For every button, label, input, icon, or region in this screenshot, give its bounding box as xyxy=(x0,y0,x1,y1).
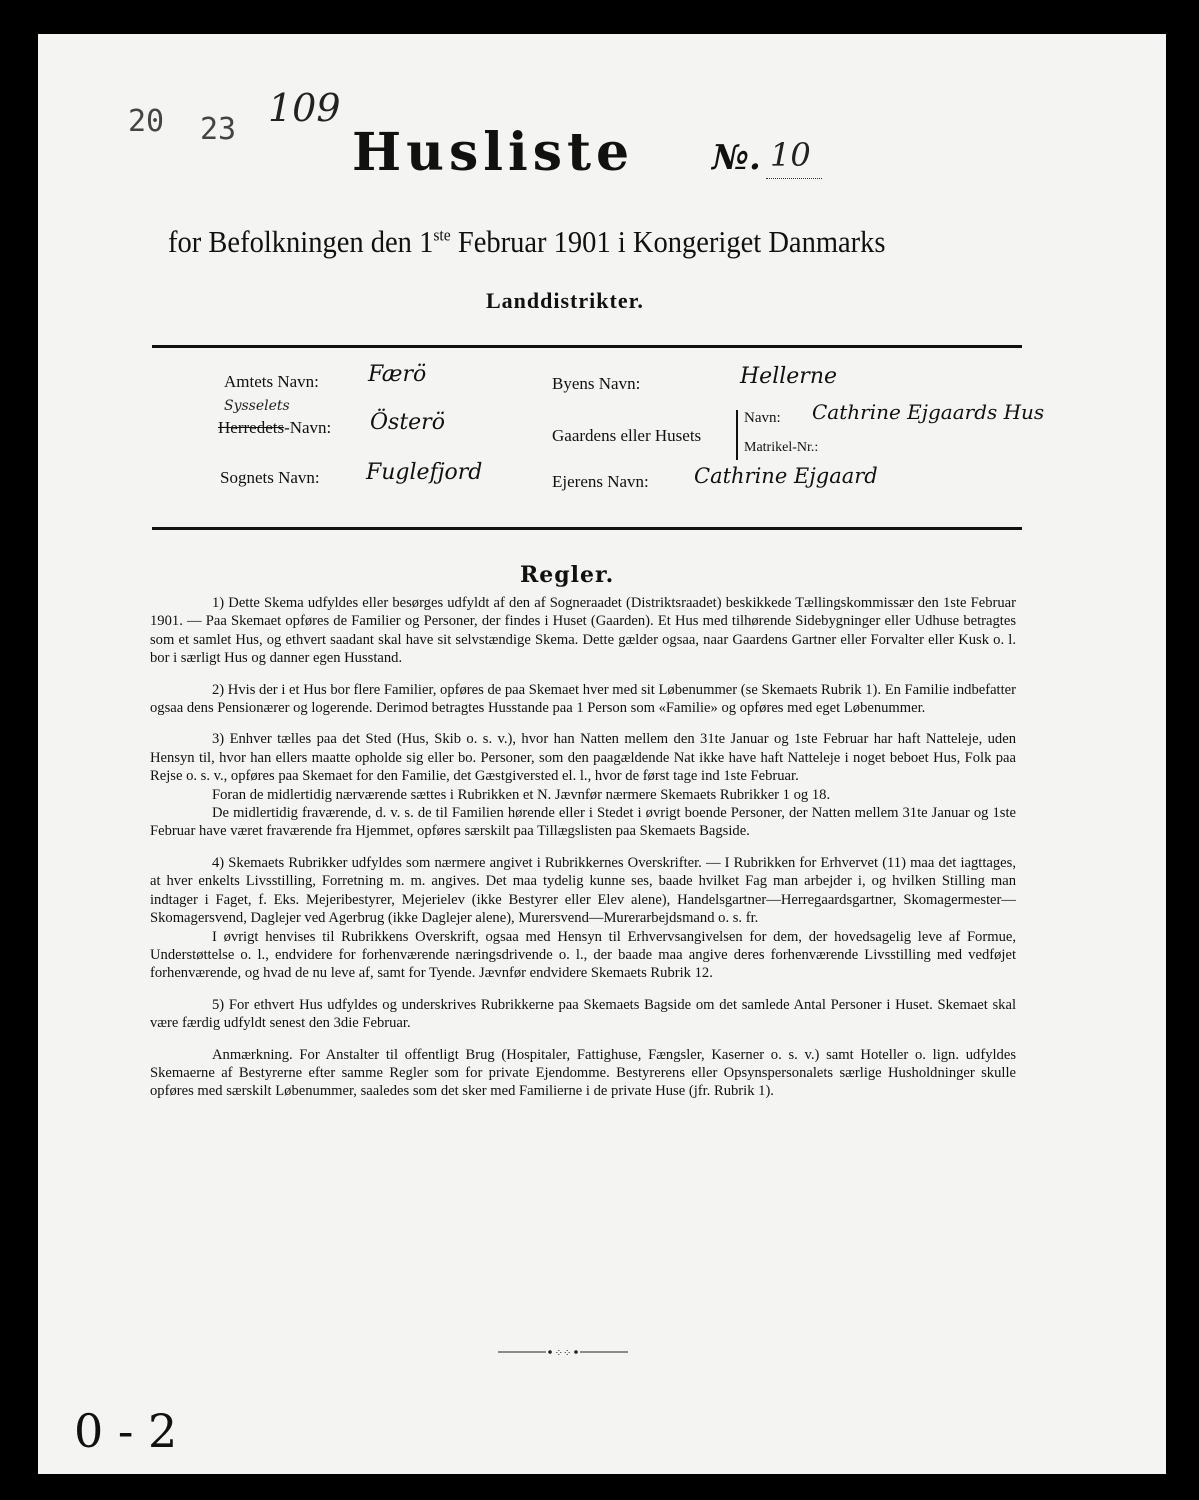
rules-heading: Regler. xyxy=(520,562,615,588)
rule-1: 1) Dette Skema udfyldes eller besørges udfyldt af den af Sogneraadet (Distriktsraadet) beskikkede Tællingskommissær den 1ste Februar 1901. — Paa Skemaet opføres de Familier og Personer, der findes i Huset (Gaarden). Et Hus med tilhørende Sidebygninger eller Udhuse betragtes som et samlet Hus, og ethvert saadant skal have sit selvstændige Skema. Dette gælder ogsaa, naar Gaardens Gartner eller Forvalter eller Kusk o. l. bor i særligt Hus og danner egen Husstand. xyxy=(150,595,1016,667)
stamp-number-middle: 23 xyxy=(200,112,237,147)
top-divider xyxy=(152,345,1022,348)
rule-3-note-present: Foran de midlertidig nærværende sættes i Rubrikken et N. Jævnfør nærmere Skemaets Rubrikker 1 og 18. xyxy=(212,786,831,803)
rule-annotation: Anmærkning. For Anstalter til offentligt Brug (Hospitaler, Fattighuse, Fængsler, Kaserner o. s. v.) samt Hoteller o. lign. udfyldes Skemaerne af Bestyrerne efter samme Regler som for private Ejendomme. Bestyrerens eller Opsynspersonalets særlige Husholdninger skulle opføres med særskilt Løbenummer, saaledes som det sker med Familierne i de private Huse (jfr. Rubrik 1). xyxy=(150,1046,1016,1100)
rule-4-note: I øvrigt henvises til Rubrikkens Overskrift, ogsaa med Hensyn til Erhvervsangivelsen for dem, der hovedsagelig leve af Formue, Understøttelse o. l., endvidere for forhenværende næringsdrivende o. l., der baade maa angive deres forhenværende Livsstilling med vedføjet forhenværende, og hvad de nu leve af, samt for Tyende. Jævnfør endvidere Skemaets Rubrik 12. xyxy=(150,928,1016,982)
ejer-label: Ejerens Navn: xyxy=(552,472,649,491)
subtitle: for Befolkningen den 1ste Februar 1901 i Kongeriget Danmarks xyxy=(168,224,886,259)
navn-label: Navn: xyxy=(744,410,781,426)
handwritten-bottom-note: 0 - 2 xyxy=(74,1404,178,1458)
bottom-divider xyxy=(152,527,1022,530)
svg-text:⁘⁘: ⁘⁘ xyxy=(554,1348,572,1357)
number-label: №. xyxy=(712,138,761,178)
rule-2: 2) Hvis der i et Hus bor flere Familier, opføres de paa Skemaet hver med sit Løbenummer (se Skemaets Rubrik 1). En Familie indbefatter ogsaa dens Pensionærer og logerende. Derimod betragtes Husstande paa 1 Person som «Familie» og opføres med eget Løbenummer. xyxy=(150,681,1016,717)
ornament-divider xyxy=(498,1347,628,1357)
handwritten-page-number: 109 xyxy=(268,86,341,130)
navn-value: Cathrine Ejgaards Hus xyxy=(812,400,1045,424)
sogn-value: Fuglefjord xyxy=(366,460,483,485)
herred-label: Herredets-Navn: xyxy=(218,418,332,437)
rule-5: 5) For ethvert Hus udfyldes og underskrives Rubrikkerne paa Skemaets Bagside om det samlede Antal Personer i Huset. Skemaet skal være færdig udfyldt senest den 3die Februar. xyxy=(150,996,1016,1032)
sogn-label: Sognets Navn: xyxy=(220,468,320,487)
rules-list xyxy=(150,594,1016,1114)
herred-correction: Sysselets xyxy=(224,398,290,414)
rule-3-note-absent: De midlertidig fraværende, d. v. s. de til Familien hørende eller i Stedet i øvrigt boende Personer, der Natten mellem 31te Januar og 1ste Februar have været fraværende fra Hjemmet, opføres særskilt paa Tillægslisten paa Skemaets Bagside. xyxy=(150,805,1016,840)
gaard-bracket xyxy=(736,410,738,460)
by-label: Byens Navn: xyxy=(552,374,641,393)
rule-3: 3) Enhver tælles paa det Sted (Hus, Skib o. s. v.), hvor han Natten mellem den 31te Januar og 1ste Februar har haft Natteleje, uden Hensyn til, hvor han ellers maatte opholde sig eller bo. Personer, som den paagældende Nat ikke have haft Natteleje i noget beboet Hus, Folk paa Rejse o. s. v., opføres paa Skemaet for den Familie, det Gæstgiversted el. l., hvor de først tage ind 1ste Februar. xyxy=(150,731,1016,785)
page-title: Husliste xyxy=(352,122,635,183)
amt-label: Amtets Navn: xyxy=(224,372,319,391)
by-value: Hellerne xyxy=(740,364,838,389)
house-number: 10 xyxy=(770,136,811,174)
ejer-value: Cathrine Ejgaard xyxy=(694,464,878,488)
amt-value: Færö xyxy=(368,362,427,387)
district-heading: Landdistrikter. xyxy=(486,288,644,313)
rule-4: 4) Skemaets Rubrikker udfyldes som nærmere angivet i Rubrikkernes Overskrifter. — I Rubrikken for Erhvervet (11) maa det iagttages, at hver enkelts Livsstilling, Forretning m. m. angives. Det maa tydelig kunne ses, baade hvilket Fag man arbejder i, og hvilken Stilling man indtager i Faget, f. Eks. Mejeribestyrer, Mejerielev (ikke Bestyrer eller Elev alene), Handelsgartner—Herregaardsgartner, Skomagermester—Skomagersvend, Daglejer ved Agerbrug (ikke Daglejer alene), Murersvend—Murerarbejdsmand o. s. fr. xyxy=(150,854,1016,927)
herred-value: Österö xyxy=(370,410,445,435)
matrikel-label: Matrikel-Nr.: xyxy=(744,440,819,455)
stamp-number-left: 20 xyxy=(128,104,165,139)
gaard-label: Gaardens eller Husets xyxy=(552,426,702,445)
number-dotted-line xyxy=(766,178,822,179)
